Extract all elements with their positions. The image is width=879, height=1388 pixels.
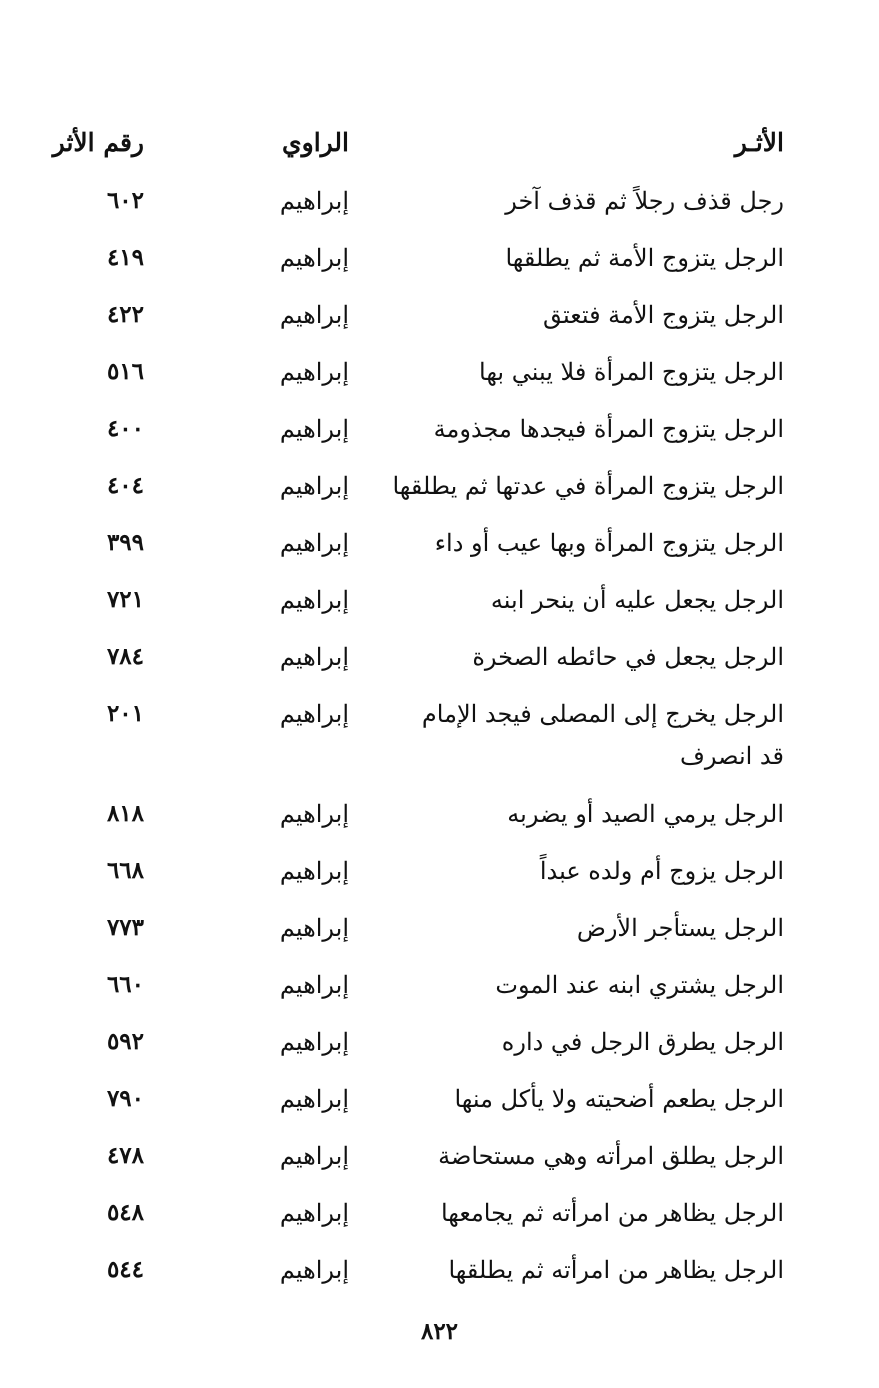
- athar-text: الرجل يتزوج المرأة وبها عيب أو داء: [434, 529, 784, 557]
- rawi-name: إبراهيم: [279, 244, 349, 272]
- rawi-name: إبراهيم: [279, 1142, 349, 1170]
- athar-number: ٥٤٤: [106, 1256, 144, 1283]
- athar-text: الرجل يستأجر الأرض: [576, 914, 784, 942]
- header-athar: الأثـر: [734, 128, 784, 157]
- rawi-name: إبراهيم: [279, 1256, 349, 1284]
- athar-text: الرجل يطلق امرأته وهي مستحاضة: [438, 1142, 784, 1170]
- rawi-name: إبراهيم: [279, 415, 349, 443]
- athar-number: ٤٢٢: [106, 301, 144, 328]
- athar-text: الرجل يتزوج المرأة فلا يبني بها: [479, 358, 784, 386]
- header-rawi: الراوي: [282, 128, 349, 157]
- athar-text: الرجل يظاهر من امرأته ثم يطلقها: [448, 1256, 784, 1284]
- rawi-name: إبراهيم: [279, 1028, 349, 1056]
- athar-text: الرجل يشتري ابنه عند الموت: [495, 971, 784, 999]
- athar-text: الرجل يظاهر من امرأته ثم يجامعها: [440, 1199, 784, 1227]
- athar-number: ٣٩٩: [106, 529, 144, 556]
- page-number: ٨٢٢: [420, 1318, 459, 1345]
- athar-number: ٧٢١: [106, 586, 144, 613]
- rawi-name: إبراهيم: [279, 301, 349, 329]
- athar-number: ٥١٦: [106, 358, 144, 385]
- rawi-name: إبراهيم: [279, 971, 349, 999]
- athar-text: الرجل يتزوج الأمة فتعتق: [543, 301, 784, 329]
- rawi-name: إبراهيم: [279, 1085, 349, 1113]
- athar-number: ٦٦٠: [106, 971, 144, 998]
- athar-number: ٦٠٢: [106, 187, 144, 214]
- rawi-name: إبراهيم: [279, 857, 349, 885]
- rawi-name: إبراهيم: [279, 643, 349, 671]
- athar-number: ٢٠١: [106, 700, 144, 727]
- athar-number: ٤٠٠: [106, 415, 144, 442]
- athar-text: الرجل يرمي الصيد أو يضربه: [507, 800, 784, 828]
- athar-text: الرجل يطرق الرجل في داره: [501, 1028, 784, 1056]
- athar-number: ٨١٨: [106, 800, 144, 827]
- rawi-name: إبراهيم: [279, 914, 349, 942]
- rawi-name: إبراهيم: [279, 700, 349, 728]
- rawi-name: إبراهيم: [279, 586, 349, 614]
- athar-number: ٤١٩: [106, 244, 144, 271]
- athar-number: ٧٧٣: [106, 914, 144, 941]
- header-number: رقم الأثر: [52, 128, 144, 157]
- rawi-name: إبراهيم: [279, 187, 349, 215]
- rawi-name: إبراهيم: [279, 1199, 349, 1227]
- rawi-name: إبراهيم: [279, 800, 349, 828]
- athar-number: ٤٠٤: [106, 472, 144, 499]
- athar-number: ٦٦٨: [106, 857, 144, 884]
- rawi-name: إبراهيم: [279, 472, 349, 500]
- athar-text: رجل قذف رجلاً ثم قذف آخر: [505, 187, 784, 215]
- athar-text: الرجل يخرج إلى المصلى فيجد الإمام قد انصرف: [421, 700, 784, 770]
- athar-text: الرجل يتزوج المرأة في عدتها ثم يطلقها: [392, 472, 784, 500]
- athar-text: الرجل يجعل عليه أن ينحر ابنه: [490, 586, 784, 614]
- athar-text: الرجل يتزوج المرأة فيجدها مجذومة: [433, 415, 784, 443]
- athar-number: ٧٩٠: [106, 1085, 144, 1112]
- athar-text: الرجل يزوج أم ولده عبداً: [539, 857, 784, 885]
- athar-text: الرجل يجعل في حائطه الصخرة: [472, 643, 784, 671]
- athar-number: ٥٩٢: [106, 1028, 144, 1055]
- athar-text: الرجل يتزوج الأمة ثم يطلقها: [505, 244, 784, 272]
- athar-number: ٤٧٨: [106, 1142, 144, 1169]
- rawi-name: إبراهيم: [279, 358, 349, 386]
- rawi-name: إبراهيم: [279, 529, 349, 557]
- athar-number: ٧٨٤: [106, 643, 144, 670]
- athar-text: الرجل يطعم أضحيته ولا يأكل منها: [454, 1085, 784, 1113]
- athar-number: ٥٤٨: [106, 1199, 144, 1226]
